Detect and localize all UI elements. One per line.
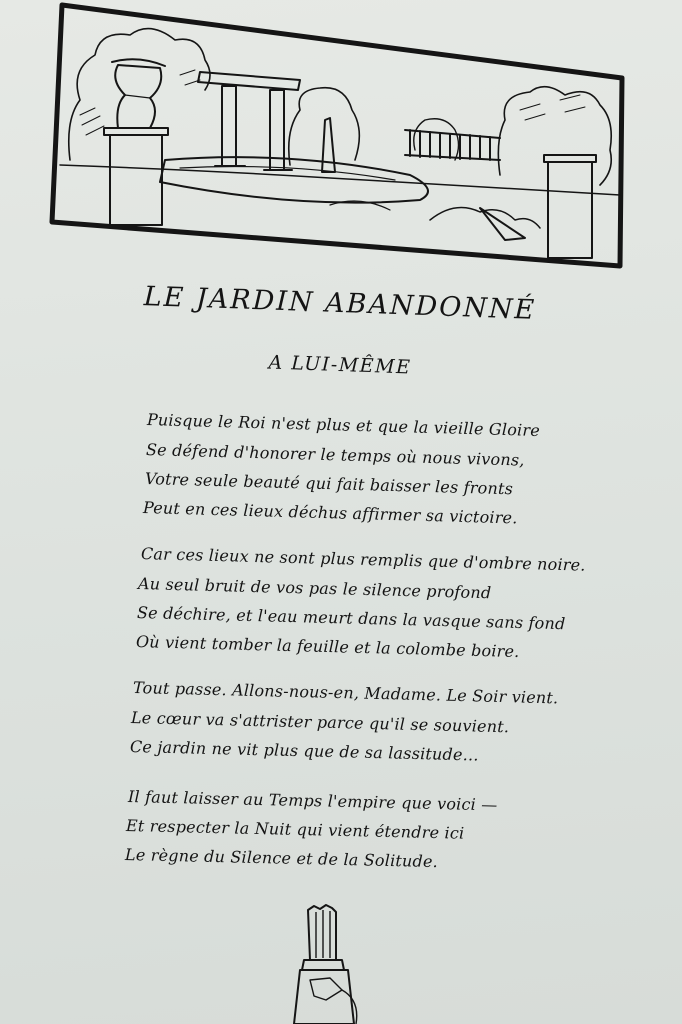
- garden-illustration: [0, 0, 682, 280]
- verse-line: Où vient tomber la feuille et la colombe boire.: [135, 632, 520, 662]
- poem-dedication: A LUI-MÊME: [268, 351, 412, 379]
- broken-column-ornament: [270, 900, 390, 1024]
- verse-line: Peut en ces lieux déchus affirmer sa victoire.: [142, 498, 518, 528]
- verse-line: Et respecter la Nuit qui vient étendre ici: [125, 816, 465, 843]
- verse-line: Puisque le Roi n'est plus et que la vieille Gloire: [146, 410, 541, 440]
- verse-line: Car ces lieux ne sont plus remplis que d'ombre noire.: [140, 544, 586, 575]
- verse-line: Tout passe. Allons-nous-en, Madame. Le Soir vient.: [132, 678, 559, 708]
- poem-title: LE JARDIN ABANDONNÉ: [143, 281, 537, 326]
- verse-line: Au seul bruit de vos pas le silence profond: [137, 574, 492, 603]
- verse-line: Se déchire, et l'eau meurt dans la vasque sans fond: [136, 603, 566, 634]
- verse-line: Il faut laisser au Temps l'empire que voici —: [127, 787, 498, 815]
- verse-line: Votre seule beauté qui fait baisser les fronts: [144, 469, 514, 499]
- verse-line: Ce jardin ne vit plus que de sa lassitude…: [129, 737, 480, 765]
- verse-line: Le règne du Silence et de la Solitude.: [124, 845, 439, 872]
- verse-line: Se défend d'honorer le temps où nous vivons,: [145, 440, 525, 470]
- verse-line: Le cœur va s'attrister parce qu'il se souvient.: [130, 708, 510, 737]
